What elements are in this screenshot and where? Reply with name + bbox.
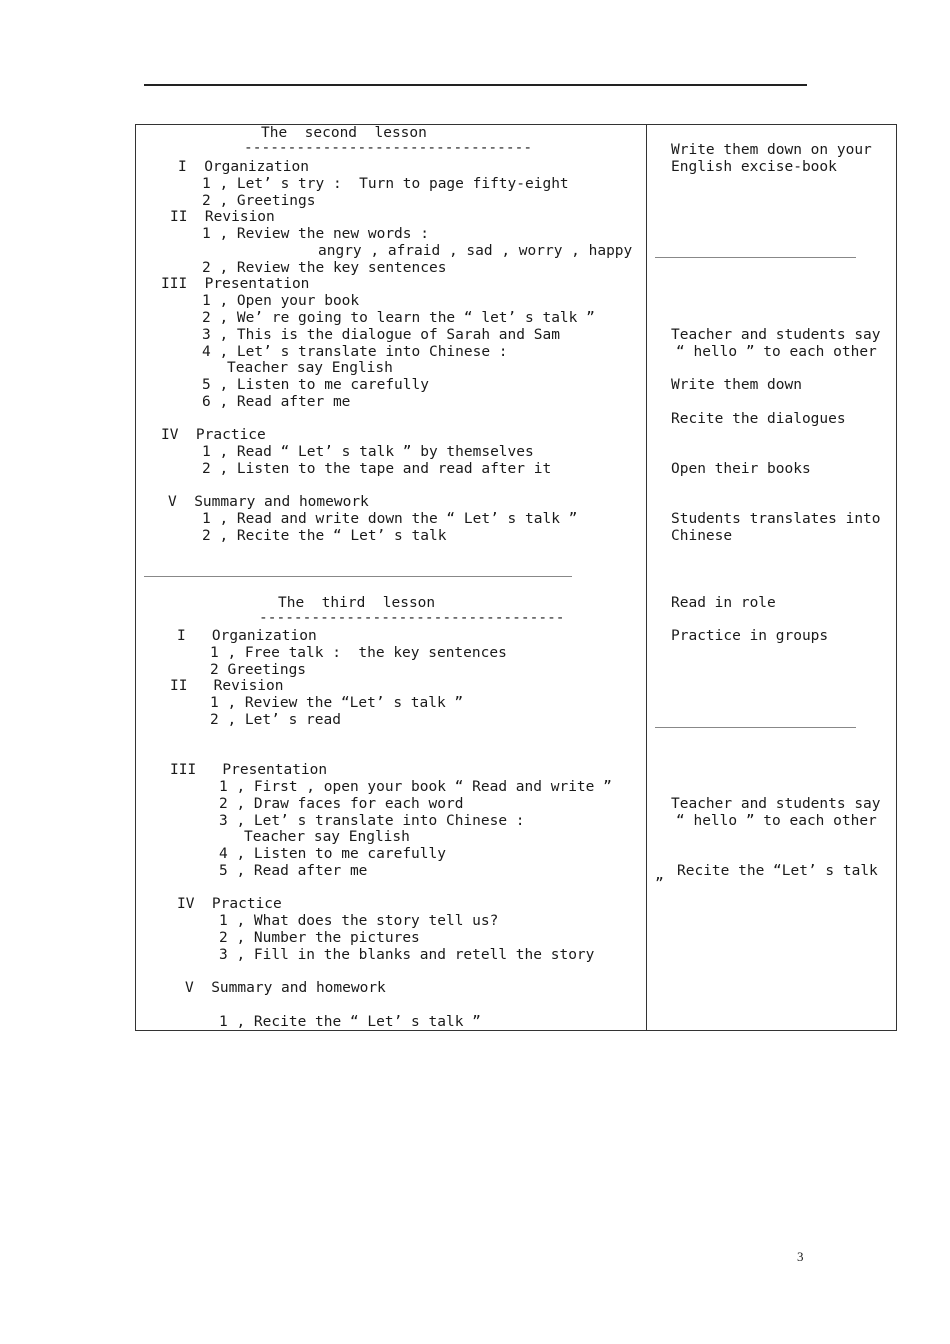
lesson2-line: 2 , We’ re going to learn the “ let’ s talk ” xyxy=(202,310,595,326)
lesson3-title-underline: ----------------------------------- xyxy=(259,610,565,626)
activity-line: Recite the “Let’ s talk xyxy=(677,863,878,879)
lesson3-line: 1 , First , open your book “ Read and write ” xyxy=(219,779,612,795)
lesson3-line: 1 , Review the “Let’ s talk ” xyxy=(210,695,464,711)
lesson3-line: I Organization xyxy=(177,628,317,644)
lesson2-line: 3 , This is the dialogue of Sarah and Sam xyxy=(202,327,560,343)
lesson3-line: Teacher say English xyxy=(244,829,410,845)
page-number: 3 xyxy=(797,1249,804,1264)
activity-line: “ hello ” to each other xyxy=(676,813,877,829)
lesson3-line: 3 , Fill in the blanks and retell the story xyxy=(219,947,595,963)
lesson2-line: 2 , Review the key sentences xyxy=(202,260,447,276)
lesson3-line: 2 , Number the pictures xyxy=(219,930,420,946)
lesson2-line: II Revision xyxy=(170,209,275,225)
lesson3-line: 4 , Listen to me carefully xyxy=(219,846,446,862)
lesson2-line: 1 , Read “ Let’ s talk ” by themselves xyxy=(202,444,534,460)
lesson2-line: 2 , Listen to the tape and read after it xyxy=(202,461,552,477)
lesson3-line: 1 , Free talk : the key sentences xyxy=(210,645,507,661)
lesson2-line: V Summary and homework xyxy=(168,494,369,510)
activity-line: Chinese xyxy=(671,528,733,544)
lesson2-line: 1 , Open your book xyxy=(202,293,360,309)
lesson2-line: 5 , Listen to me carefully xyxy=(202,377,429,393)
lesson3-line: 2 , Draw faces for each word xyxy=(219,796,464,812)
activity-line: Students translates into xyxy=(671,511,881,527)
section-rule xyxy=(144,576,572,577)
activity-line: Write them down xyxy=(671,377,802,393)
lesson2-line: IV Practice xyxy=(161,427,266,443)
activity-line: Write them down on your xyxy=(671,142,872,158)
activity-line: Practice in groups xyxy=(671,628,829,644)
lesson3-line: 1 , What does the story tell us? xyxy=(219,913,499,929)
activity-line: ” xyxy=(655,876,664,892)
column-divider xyxy=(646,124,647,1031)
lesson2-line: 2 , Recite the “ Let’ s talk xyxy=(202,528,447,544)
activity-line: Teacher and students say xyxy=(671,327,881,343)
lesson3-line: II Revision xyxy=(170,678,284,694)
activity-line: English excise-book xyxy=(671,159,837,175)
activity-line: Teacher and students say xyxy=(671,796,881,812)
lesson3-line: III Presentation xyxy=(170,762,328,778)
lesson2-line: 4 , Let’ s translate into Chinese : xyxy=(202,344,508,360)
header-rule xyxy=(144,84,807,86)
lesson2-line: 1 , Review the new words : xyxy=(202,226,429,242)
lesson3-line: 3 , Let’ s translate into Chinese : xyxy=(219,813,525,829)
lesson2-line: 1 , Read and write down the “ Let’ s talk ” xyxy=(202,511,578,527)
activity-rule xyxy=(655,727,856,728)
lesson2-line: 2 , Greetings xyxy=(202,193,316,209)
lesson3-line: 2 Greetings xyxy=(210,662,307,678)
lesson3-title: The third lesson xyxy=(278,595,436,611)
lesson2-line: Teacher say English xyxy=(227,360,393,376)
lesson3-line: 1 , Recite the “ Let’ s talk ” xyxy=(219,1014,481,1030)
lesson3-line: 5 , Read after me xyxy=(219,863,368,879)
activity-line: Recite the dialogues xyxy=(671,411,846,427)
activity-rule xyxy=(655,257,856,258)
lesson2-line: 6 , Read after me xyxy=(202,394,351,410)
lesson2-line: III Presentation xyxy=(161,276,310,292)
lesson2-title-underline: --------------------------------- xyxy=(244,140,533,156)
lesson2-line: 1 , Let’ s try : Turn to page fifty-eight xyxy=(202,176,569,192)
activity-line: “ hello ” to each other xyxy=(676,344,877,360)
lesson2-line: I Organization xyxy=(178,159,309,175)
lesson3-line: V Summary and homework xyxy=(185,980,386,996)
activity-line: Read in role xyxy=(671,595,776,611)
lesson3-line: IV Practice xyxy=(177,896,282,912)
lesson2-title: The second lesson xyxy=(261,125,427,141)
lesson2-line: angry , afraid , sad , worry , happy xyxy=(318,243,633,259)
lesson3-line: 2 , Let’ s read xyxy=(210,712,341,728)
activity-line: Open their books xyxy=(671,461,811,477)
